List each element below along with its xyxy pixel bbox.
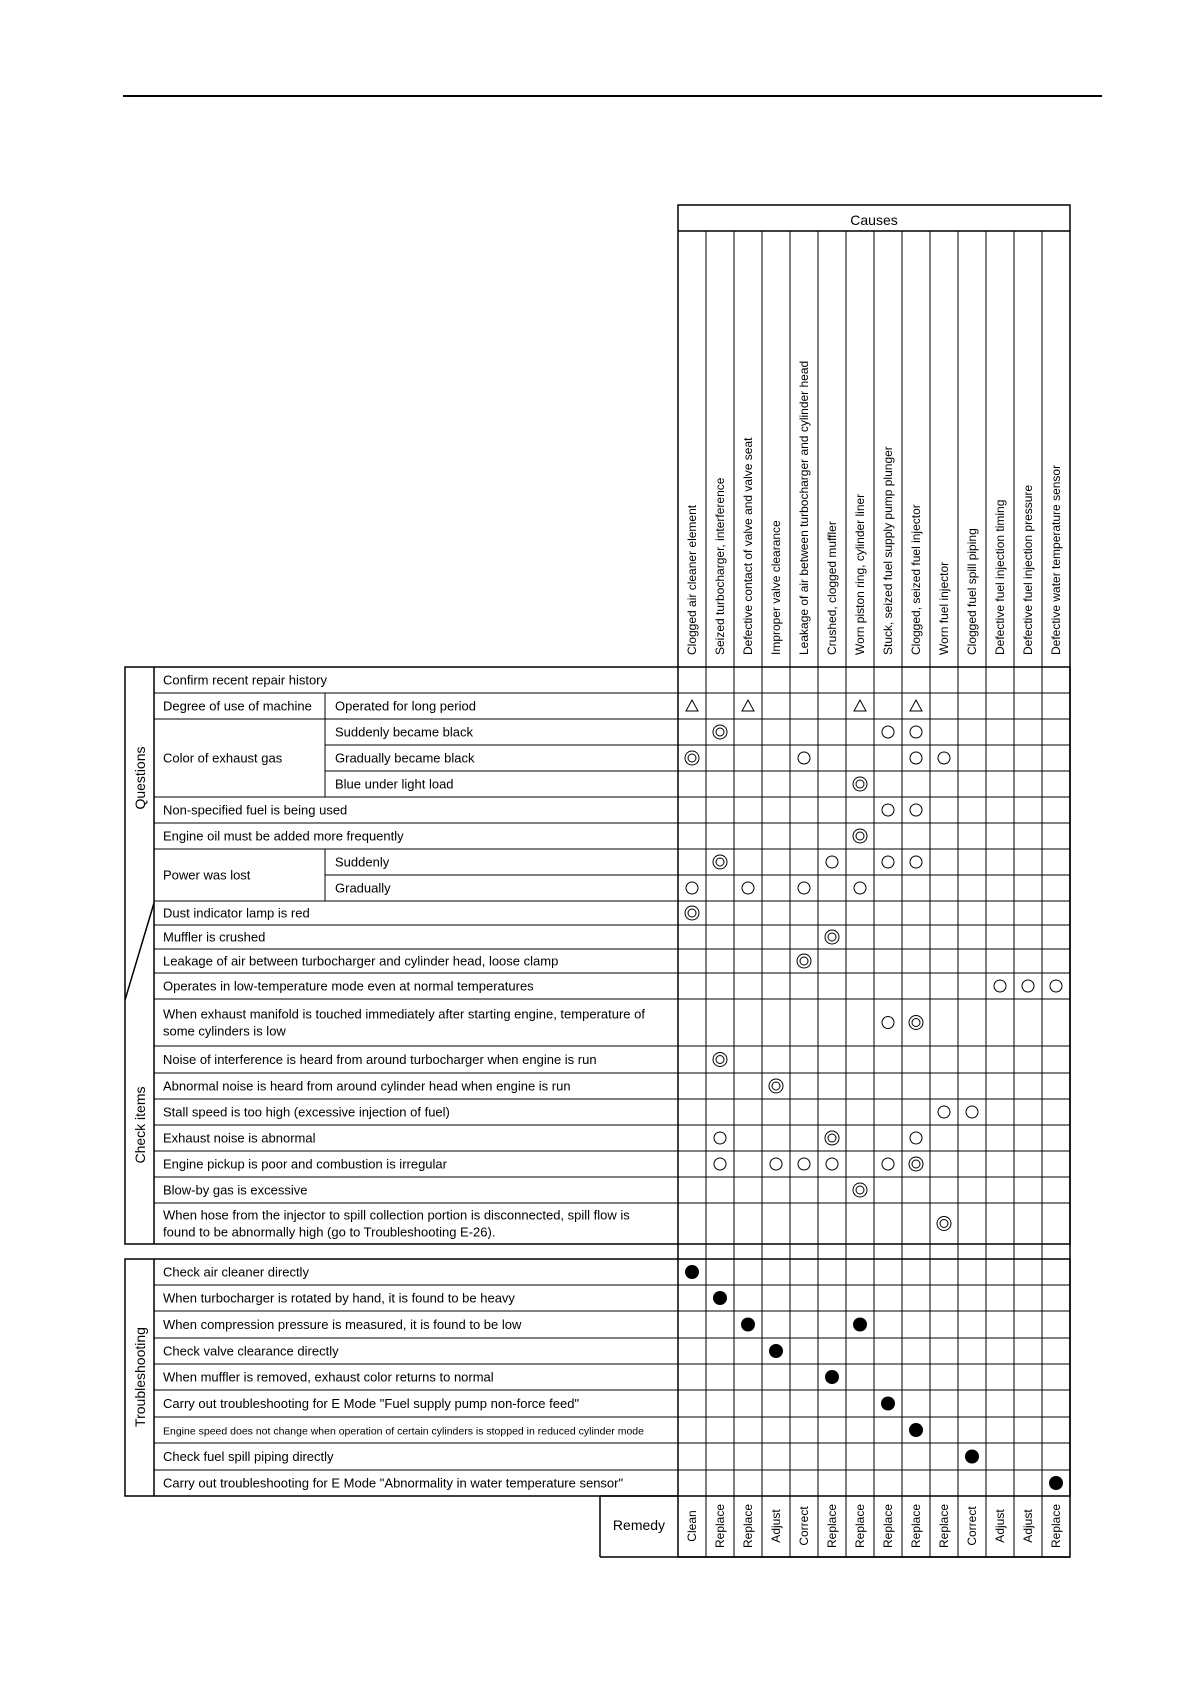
filled-circle-mark xyxy=(825,1370,839,1384)
cause-label: Defective water temperature sensor xyxy=(1049,464,1063,655)
double-circle-mark xyxy=(825,930,839,944)
circle-mark xyxy=(994,980,1006,992)
double-circle-mark-inner xyxy=(716,728,724,736)
row-label: Stall speed is too high (excessive injection of fuel) xyxy=(163,1104,450,1120)
row-label: Confirm recent repair history xyxy=(163,672,327,688)
double-circle-mark xyxy=(797,954,811,968)
filled-circle-mark xyxy=(1049,1476,1063,1490)
triangle-mark xyxy=(686,700,698,711)
cause-label: Clogged, seized fuel injector xyxy=(909,504,923,655)
row-label: Operates in low-temperature mode even at normal temperatures xyxy=(163,978,534,994)
double-circle-mark xyxy=(769,1079,783,1093)
filled-circle-mark xyxy=(685,1265,699,1279)
double-circle-mark xyxy=(909,1016,923,1030)
double-circle-mark xyxy=(685,906,699,920)
remedy-value: Correct xyxy=(965,1506,979,1546)
double-circle-mark-inner xyxy=(716,858,724,866)
double-circle-mark xyxy=(853,777,867,791)
double-circle-mark-inner xyxy=(912,1160,920,1168)
remedy-value: Replace xyxy=(713,1503,727,1549)
circle-mark xyxy=(882,1017,894,1029)
remedy-label: Remedy xyxy=(612,1517,666,1533)
circle-mark xyxy=(938,752,950,764)
double-circle-mark-inner xyxy=(828,933,836,941)
double-circle-mark-inner xyxy=(800,957,808,965)
circle-mark xyxy=(882,726,894,738)
circle-mark xyxy=(826,856,838,868)
triangle-mark xyxy=(854,700,866,711)
remedy-value: Correct xyxy=(797,1506,811,1546)
circle-mark xyxy=(910,1132,922,1144)
row-sublabel: Gradually became black xyxy=(335,750,475,766)
double-circle-mark xyxy=(713,1053,727,1067)
double-circle-mark-inner xyxy=(688,754,696,762)
troubleshooting-row-label: When turbocharger is rotated by hand, it is found to be heavy xyxy=(163,1290,515,1306)
double-circle-mark-inner xyxy=(688,909,696,917)
troubleshooting-row-label: Carry out troubleshooting for E Mode "Fuel supply pump non-force feed" xyxy=(163,1396,580,1411)
double-circle-mark-inner xyxy=(828,1134,836,1142)
circle-mark xyxy=(742,882,754,894)
circle-mark xyxy=(966,1106,978,1118)
filled-circle-mark xyxy=(769,1344,783,1358)
troubleshooting-row-label: When muffler is removed, exhaust color returns to normal xyxy=(163,1369,494,1385)
row-label-cont: found to be abnormally high (go to Troubleshooting E-26). xyxy=(163,1224,496,1240)
cause-label: Stuck, seized fuel supply pump plunger xyxy=(881,446,895,655)
remedy-value: Replace xyxy=(937,1503,951,1549)
row-label: Blow-by gas is excessive xyxy=(163,1182,308,1198)
row-label: Engine pickup is poor and combustion is irregular xyxy=(163,1156,447,1172)
causes-header: Causes xyxy=(850,212,898,228)
row-label: Leakage of air between turbocharger and cylinder head, loose clamp xyxy=(163,953,559,969)
filled-circle-mark xyxy=(713,1291,727,1305)
row-label: Power was lost xyxy=(163,867,251,883)
row-label: When hose from the injector to spill collection portion is disconnected, spill flow is xyxy=(163,1207,630,1223)
row-label: Noise of interference is heard from around turbocharger when engine is run xyxy=(163,1052,597,1067)
troubleshooting-row-label: Check fuel spill piping directly xyxy=(163,1449,334,1464)
circle-mark xyxy=(882,856,894,868)
circle-mark xyxy=(910,726,922,738)
cause-label: Defective fuel injection pressure xyxy=(1021,484,1035,655)
row-label: Engine oil must be added more frequently xyxy=(163,828,404,844)
row-label: Non-specified fuel is being used xyxy=(163,802,348,818)
circle-mark xyxy=(910,804,922,816)
circle-mark xyxy=(1022,980,1034,992)
double-circle-mark-inner xyxy=(912,1019,920,1027)
cause-label: Leakage of air between turbocharger and cylinder head xyxy=(797,360,811,655)
double-circle-mark xyxy=(909,1157,923,1171)
questions-label: Questions xyxy=(132,746,148,810)
filled-circle-mark xyxy=(965,1450,979,1464)
row-sublabel: Suddenly xyxy=(335,854,390,870)
circle-mark xyxy=(714,1158,726,1170)
filled-circle-mark xyxy=(909,1423,923,1437)
double-circle-mark xyxy=(853,1183,867,1197)
row-label: Muffler is crushed xyxy=(163,929,266,945)
cause-label: Improper valve clearance xyxy=(769,520,783,655)
row-label: Exhaust noise is abnormal xyxy=(163,1130,316,1146)
double-circle-mark-inner xyxy=(856,1186,864,1194)
cause-label: Defective fuel injection timing xyxy=(993,499,1007,655)
filled-circle-mark xyxy=(853,1318,867,1332)
remedy-value: Replace xyxy=(909,1503,923,1549)
double-circle-mark xyxy=(713,725,727,739)
circle-mark xyxy=(798,1158,810,1170)
double-circle-mark xyxy=(825,1131,839,1145)
troubleshooting-row-label: When compression pressure is measured, it is found to be low xyxy=(163,1317,522,1332)
double-circle-mark xyxy=(937,1217,951,1231)
check-items-label: Check items xyxy=(132,1086,148,1164)
circle-mark xyxy=(882,804,894,816)
double-circle-mark xyxy=(713,855,727,869)
circle-mark xyxy=(854,882,866,894)
triangle-mark xyxy=(910,700,922,711)
circle-mark xyxy=(714,1132,726,1144)
circle-mark xyxy=(798,752,810,764)
circle-mark xyxy=(1050,980,1062,992)
circle-mark xyxy=(826,1158,838,1170)
row-sublabel: Gradually xyxy=(335,880,391,896)
remedy-value: Adjust xyxy=(1021,1509,1035,1543)
cause-label: Defective contact of valve and valve seat xyxy=(741,437,755,655)
remedy-value: Replace xyxy=(825,1503,839,1549)
troubleshooting-row-label: Check air cleaner directly xyxy=(163,1264,309,1280)
circle-mark xyxy=(770,1158,782,1170)
circle-mark xyxy=(686,882,698,894)
triangle-mark xyxy=(742,700,754,711)
row-label: Dust indicator lamp is red xyxy=(163,905,310,921)
troubleshooting-row-label: Check valve clearance directly xyxy=(163,1343,339,1359)
circle-mark xyxy=(910,752,922,764)
row-label: Color of exhaust gas xyxy=(163,750,283,766)
cause-label: Crushed, clogged muffler xyxy=(825,521,839,655)
cause-label: Clogged fuel spill piping xyxy=(965,528,979,655)
circle-mark xyxy=(938,1106,950,1118)
row-sublabel: Blue under light load xyxy=(335,776,454,792)
remedy-value: Adjust xyxy=(769,1509,783,1543)
row-label: When exhaust manifold is touched immediately after starting engine, temperature of xyxy=(163,1006,645,1022)
remedy-value: Clean xyxy=(685,1510,699,1542)
row-label: Abnormal noise is heard from around cylinder head when engine is run xyxy=(163,1078,571,1094)
cause-label: Worn fuel injector xyxy=(937,561,951,655)
double-circle-mark-inner xyxy=(856,832,864,840)
troubleshooting-row-label: Carry out troubleshooting for E Mode "Abnormality in water temperature sensor" xyxy=(163,1475,624,1491)
row-label-cont: some cylinders is low xyxy=(163,1023,286,1039)
double-circle-mark-inner xyxy=(716,1056,724,1064)
remedy-value: Adjust xyxy=(993,1509,1007,1543)
remedy-value: Replace xyxy=(741,1503,755,1549)
cause-label: Worn piston ring, cylinder liner xyxy=(853,493,867,655)
cause-label: Seized turbocharger, interference xyxy=(713,477,727,655)
double-circle-mark xyxy=(853,829,867,843)
troubleshooting-row-label: Engine speed does not change when operation of certain cylinders is stopped in reduced cylinder mode xyxy=(163,1425,644,1438)
section-split-line xyxy=(125,903,154,1000)
remedy-value: Replace xyxy=(1049,1503,1063,1549)
double-circle-mark-inner xyxy=(772,1082,780,1090)
circle-mark xyxy=(882,1158,894,1170)
double-circle-mark xyxy=(685,751,699,765)
cause-label: Clogged air cleaner element xyxy=(685,504,699,655)
double-circle-mark-inner xyxy=(940,1220,948,1228)
row-label: Degree of use of machine xyxy=(163,698,312,714)
circle-mark xyxy=(798,882,810,894)
row-sublabel: Suddenly became black xyxy=(335,724,474,740)
remedy-value: Replace xyxy=(853,1503,867,1549)
circle-mark xyxy=(910,856,922,868)
remedy-value: Replace xyxy=(881,1503,895,1549)
row-sublabel: Operated for long period xyxy=(335,698,476,714)
filled-circle-mark xyxy=(881,1397,895,1411)
troubleshooting-label: Troubleshooting xyxy=(132,1327,148,1427)
double-circle-mark-inner xyxy=(856,780,864,788)
filled-circle-mark xyxy=(741,1318,755,1332)
